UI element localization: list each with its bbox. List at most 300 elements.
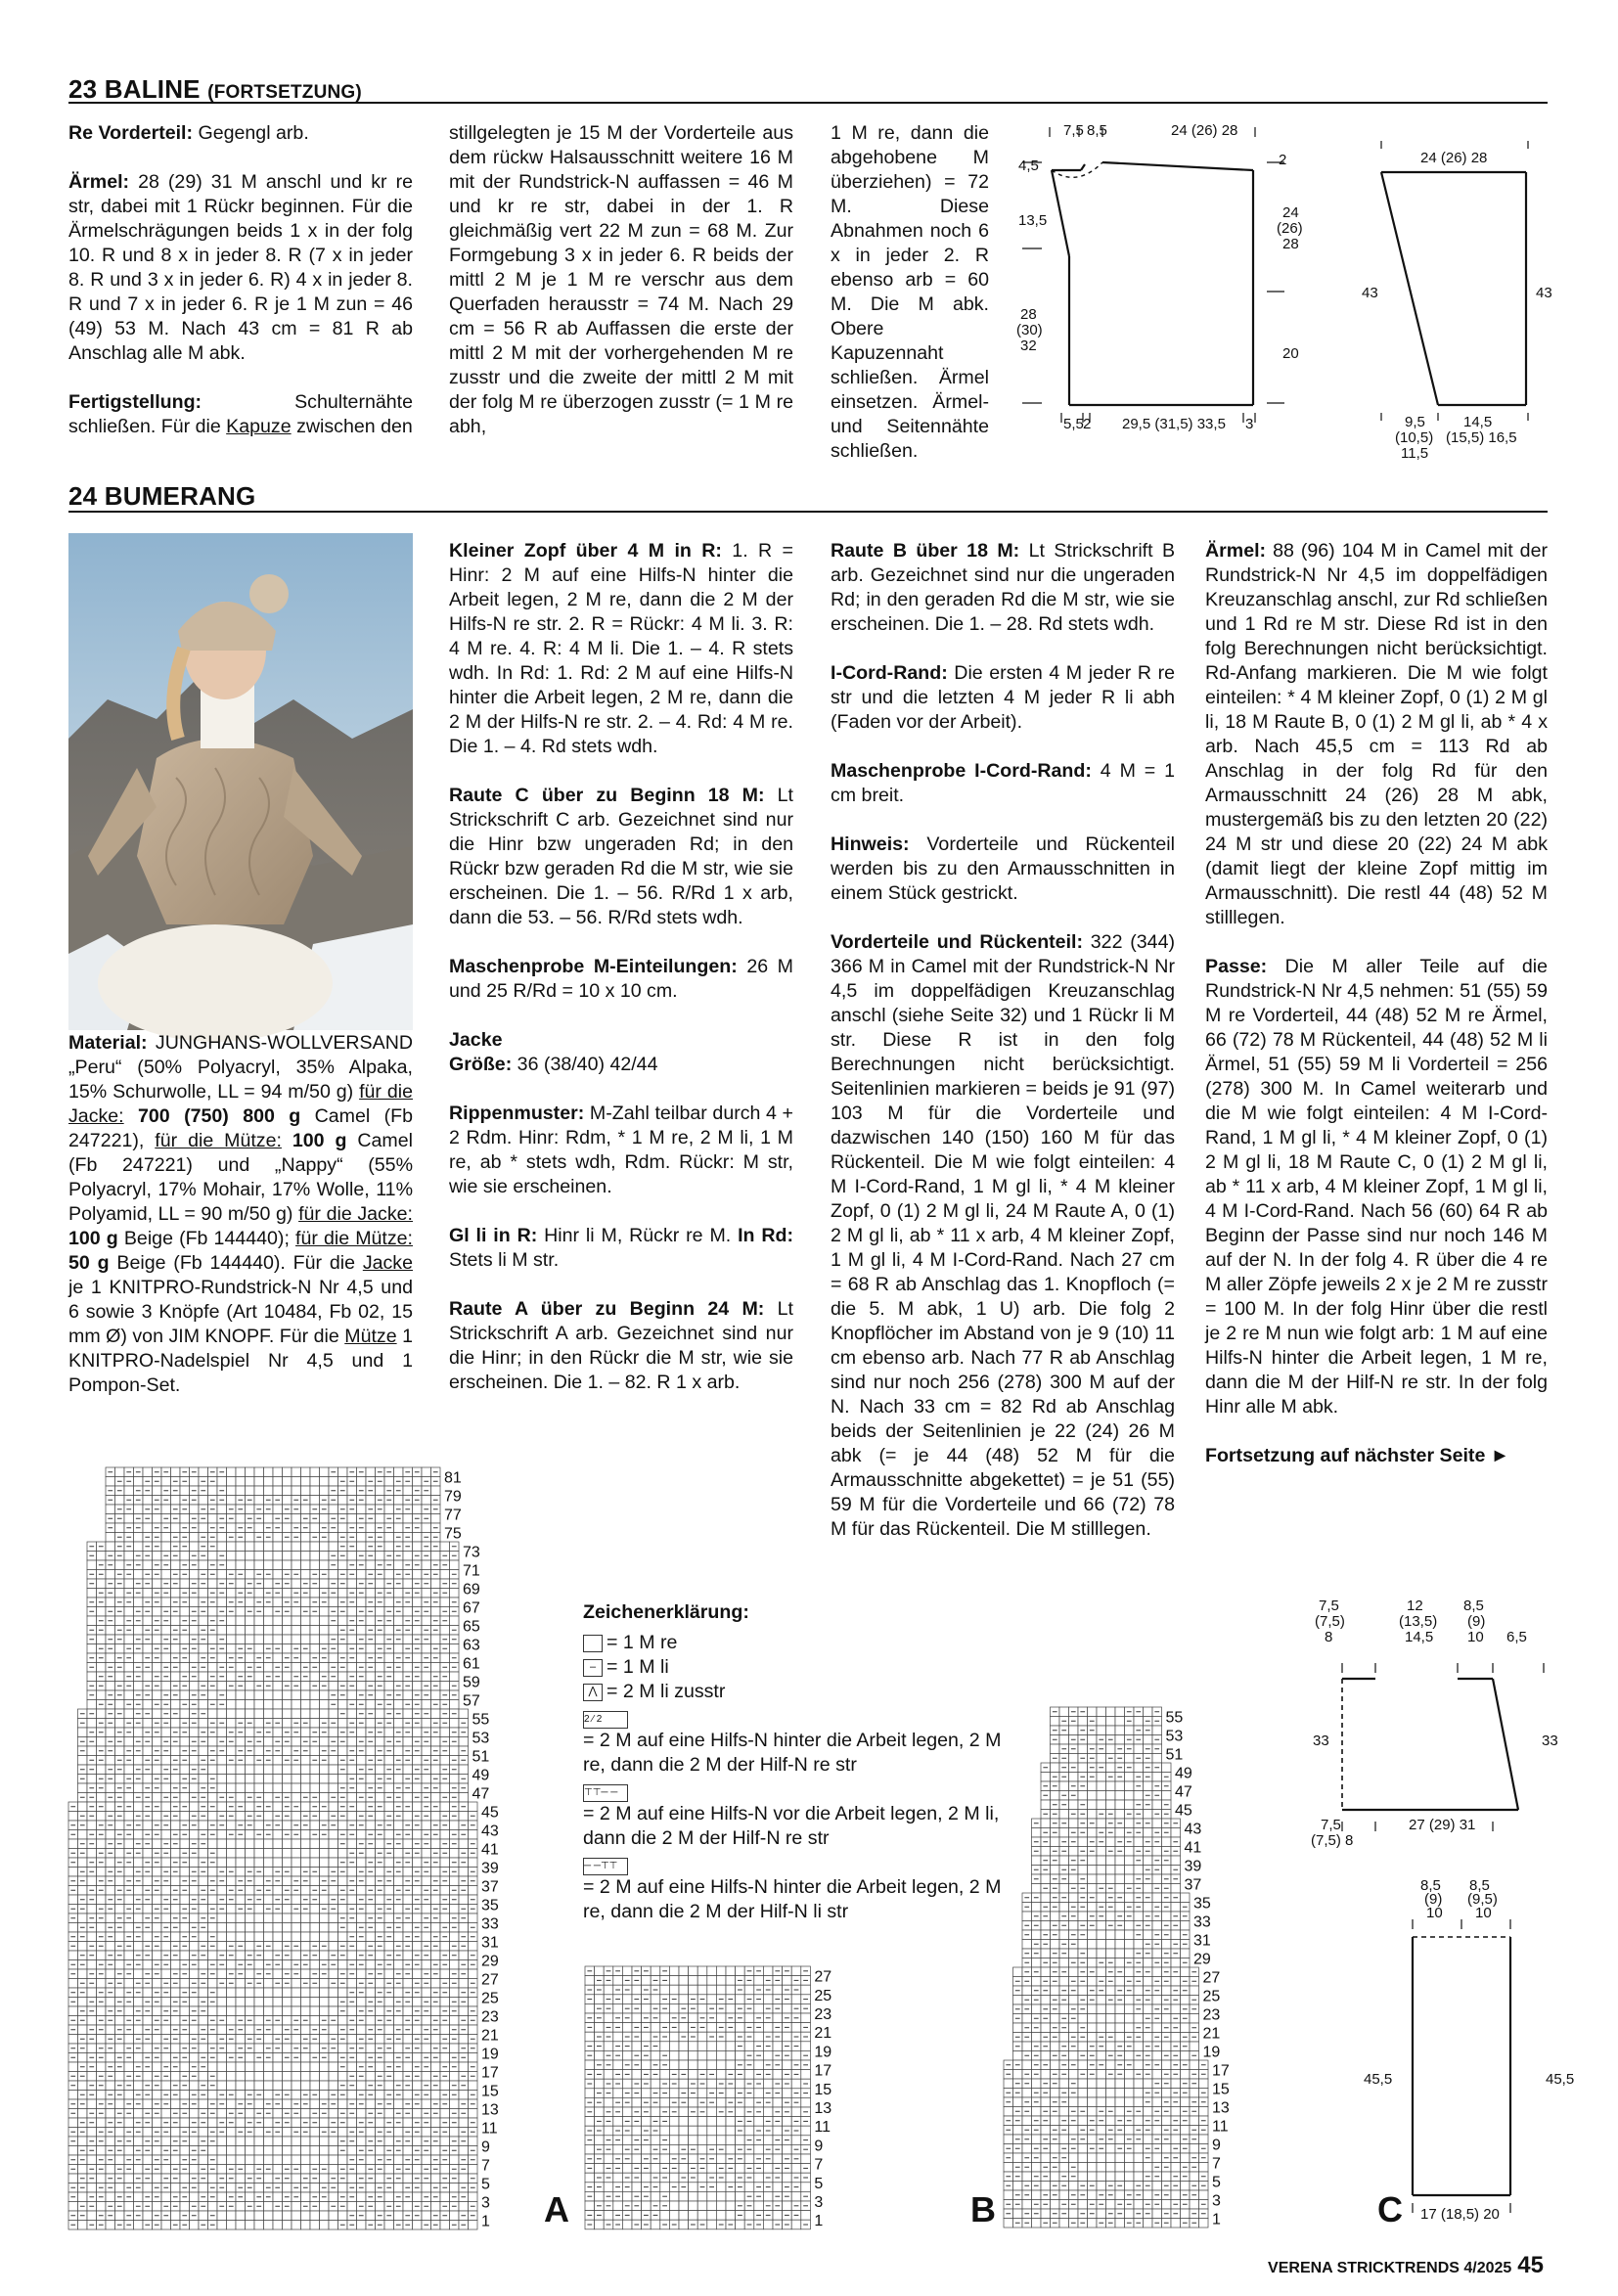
chart-cell	[68, 1951, 78, 1960]
chart-cell	[264, 1913, 274, 1923]
chart-cell	[254, 1913, 264, 1923]
chart-cell	[338, 1616, 348, 1626]
chart-cell	[310, 1626, 320, 1636]
chart-cell	[227, 1709, 237, 1719]
chart-cell	[153, 1663, 162, 1673]
chart-cell	[134, 1653, 144, 1663]
chart-cell	[413, 1626, 423, 1636]
dim-bottom-3: 29,5 (31,5) 33,5	[1122, 416, 1226, 432]
chart-cell	[329, 1709, 338, 1719]
chart-cell	[440, 1913, 450, 1923]
chart-cell	[246, 2006, 255, 2016]
row-number: 39	[481, 1860, 499, 1877]
chart-cell	[292, 1579, 301, 1589]
chart-cell	[329, 2081, 338, 2091]
chart-cell	[310, 1932, 320, 1942]
chart-cell	[227, 1719, 237, 1729]
legend-text-2: = 1 M li	[607, 1656, 669, 1678]
chart-cell	[68, 2035, 78, 2045]
chart-cell	[180, 2035, 190, 2045]
chart-cell	[273, 1635, 283, 1644]
chart-cell	[347, 1607, 357, 1617]
chart-cell	[264, 1849, 274, 1859]
material-block	[68, 1031, 413, 1422]
chart-cell	[292, 2072, 301, 2082]
dim-left-2: 13,5	[1018, 212, 1048, 229]
chart-cell	[310, 1988, 320, 1998]
chart-cell	[413, 1858, 423, 1868]
chart-cell	[384, 1913, 394, 1923]
chart-cell	[273, 1783, 283, 1793]
chart-cell	[254, 1719, 264, 1729]
chart-cell	[357, 1542, 367, 1552]
chart-cell	[422, 1560, 431, 1570]
chart-cell	[236, 2137, 246, 2146]
chart-cell	[236, 2062, 246, 2072]
chart-cell	[301, 1923, 311, 1933]
chart-cell	[310, 1616, 320, 1626]
chart-cell	[384, 1830, 394, 1840]
chart-cell	[283, 2016, 292, 2026]
chart-cell	[347, 1552, 357, 1561]
chart-cell	[171, 2072, 181, 2082]
chart-cell	[153, 2035, 162, 2045]
chart-cell	[254, 1552, 264, 1561]
chart-cell	[246, 1839, 255, 1849]
chart-cell	[106, 1830, 115, 1840]
chart-cell	[97, 1812, 107, 1822]
chart-cell	[413, 1533, 423, 1543]
chart-cell	[115, 1589, 125, 1598]
row-number: 55	[472, 1711, 490, 1729]
chart-cell	[357, 1830, 367, 1840]
chart-cell	[292, 1765, 301, 1775]
chart-cell	[115, 1746, 125, 1756]
chart-cell	[422, 1644, 431, 1654]
chart-cell	[440, 1942, 450, 1952]
chart-cell	[106, 1598, 115, 1607]
chart-cell	[236, 1913, 246, 1923]
chart-cell	[338, 1719, 348, 1729]
chart-cell	[329, 1653, 338, 1663]
chart-cell	[273, 1756, 283, 1766]
chart-cell	[264, 1979, 274, 1989]
chart-cell	[78, 2081, 88, 2091]
chart-cell	[320, 2081, 330, 2091]
chart-cell	[208, 1765, 218, 1775]
chart-cell	[329, 1988, 338, 1998]
chart-cell	[273, 1616, 283, 1626]
chart-cell	[310, 2128, 320, 2138]
chart-cell	[264, 1607, 274, 1617]
chart-cell	[310, 1542, 320, 1552]
chart-cell	[68, 1812, 78, 1822]
chart-cell	[320, 1486, 330, 1496]
chart-cell	[283, 2044, 292, 2053]
chart-cell	[217, 1505, 227, 1514]
chart-cell	[227, 2081, 237, 2091]
chart-cell	[310, 2062, 320, 2072]
chart-cell	[199, 1560, 208, 1570]
legend-text-5: = 2 M auf eine Hilfs-N vor die Arbeit legen, 2 M li, dann die 2 M der Hilf-N re str	[583, 1803, 1000, 1849]
chart-cell	[310, 1709, 320, 1719]
dim-right-5: 20	[1282, 345, 1299, 362]
chart-cell	[227, 1644, 237, 1654]
chart-cell	[217, 1709, 227, 1719]
chart-cell	[384, 1682, 394, 1691]
chart-cell	[208, 1579, 218, 1589]
chart-cell	[283, 2137, 292, 2146]
chart-cell	[422, 1700, 431, 1710]
chart-cell	[227, 1765, 237, 1775]
chart-cell	[283, 1690, 292, 1700]
text-raute-a: Lt Strickschrift A arb. Gezeichnet sind nur die Hinr; in den Rückr die M str, wie sie erscheinen. Die 1. – 82. R 1 x arb.	[449, 1298, 793, 1393]
chart-cell	[217, 1477, 227, 1487]
chart-cell	[357, 1802, 367, 1812]
chart-cell	[106, 1783, 115, 1793]
chart-cell	[422, 1876, 431, 1886]
chart-cell	[413, 1783, 423, 1793]
chart-cell	[283, 1932, 292, 1942]
chart-cell	[329, 1830, 338, 1840]
chart-cell	[329, 2109, 338, 2119]
chart-cell	[283, 1700, 292, 1710]
chart-cell	[329, 1932, 338, 1942]
sleeve-dim-left: 43	[1362, 285, 1378, 301]
chart-cell	[431, 1579, 441, 1589]
chart-cell	[97, 1839, 107, 1849]
chart-cell	[124, 2091, 134, 2100]
chart-cell	[78, 2109, 88, 2119]
chart-cell	[366, 1719, 376, 1729]
chart-cell	[366, 1988, 376, 1998]
chart-cell	[422, 1467, 431, 1477]
chart-cell	[199, 1700, 208, 1710]
chart-cell	[329, 1598, 338, 1607]
cable-left-purl-symbol-icon: ⊤⊤─ ─	[583, 1784, 628, 1802]
chart-cell	[310, 1998, 320, 2007]
chart-cell	[236, 1988, 246, 1998]
chart-cell	[301, 2053, 311, 2063]
chart-cell	[227, 1746, 237, 1756]
chart-cell	[264, 1616, 274, 1626]
chart-cell	[236, 2081, 246, 2091]
chart-cell	[87, 1876, 97, 1886]
chart-cell	[254, 2128, 264, 2138]
material-label: Material:	[68, 1032, 148, 1054]
row-number: 45	[481, 1804, 499, 1822]
chart-cell	[310, 1765, 320, 1775]
chart-cell	[254, 1765, 264, 1775]
chart-cell	[273, 2006, 283, 2016]
chart-cell	[273, 1913, 283, 1923]
chart-cell	[283, 1552, 292, 1561]
chart-cell	[199, 1775, 208, 1784]
chart-cell	[310, 1858, 320, 1868]
chart-cell	[459, 1868, 469, 1877]
chart-cell	[301, 1969, 311, 1979]
chart-cell	[264, 2006, 274, 2016]
chart-cell	[273, 1486, 283, 1496]
chart-cell	[310, 2137, 320, 2146]
chart-cell	[246, 1626, 255, 1636]
chart-cell	[310, 2072, 320, 2082]
chart-cell	[246, 1969, 255, 1979]
label-aermel: Ärmel:	[68, 171, 130, 193]
chart-cell	[403, 2062, 413, 2072]
dim-left-4: (30)	[1016, 322, 1043, 338]
chart-cell	[403, 1812, 413, 1822]
chart-cell	[143, 1467, 153, 1477]
chart-cell	[236, 1775, 246, 1784]
chart-cell	[431, 2091, 441, 2100]
chart-cell	[431, 1690, 441, 1700]
chart-cell	[376, 2006, 385, 2016]
chart-cell	[97, 1923, 107, 1933]
chart-cell	[273, 1775, 283, 1784]
dim-right-2: 24	[1282, 204, 1299, 221]
chart-cell	[440, 2109, 450, 2119]
chart-cell	[153, 2091, 162, 2100]
chart-cell	[180, 1486, 190, 1496]
chart-cell	[161, 1598, 171, 1607]
chart-cell	[254, 1839, 264, 1849]
chart-cell	[180, 1979, 190, 1989]
chart-cell	[180, 1737, 190, 1747]
chart-cell	[87, 2099, 97, 2109]
chart-cell	[431, 1793, 441, 1803]
chart-cell	[143, 1849, 153, 1859]
chart-cell	[236, 1765, 246, 1775]
chart-cell	[273, 2072, 283, 2082]
chart-cell	[236, 1932, 246, 1942]
chart-cell	[376, 2062, 385, 2072]
section-24-col4	[1205, 539, 1548, 1493]
chart-cell	[301, 1858, 311, 1868]
knit-symbol-icon	[583, 1635, 603, 1652]
chart-cell	[450, 1849, 460, 1859]
chart-cell	[171, 1496, 181, 1506]
chart-cell	[236, 1998, 246, 2007]
chart-cell	[254, 1849, 264, 1859]
chart-cell	[190, 1477, 200, 1487]
chart-cell	[431, 1839, 441, 1849]
chart-cell	[143, 1496, 153, 1506]
chart-cell	[357, 1570, 367, 1580]
chart-cell	[124, 1486, 134, 1496]
chart-cell	[124, 1607, 134, 1617]
chart-cell	[384, 1783, 394, 1793]
chart-cell	[301, 1783, 311, 1793]
chart-cell	[180, 1839, 190, 1849]
chart-cell	[440, 1998, 450, 2007]
chart-cell	[273, 1700, 283, 1710]
row-number: 59	[463, 1674, 480, 1691]
chart-cell	[246, 1942, 255, 1952]
chart-cell	[143, 1672, 153, 1682]
chart-cell	[106, 1969, 115, 1979]
chart-cell	[366, 1775, 376, 1784]
chart-cell	[357, 1858, 367, 1868]
chart-cell	[273, 1858, 283, 1868]
chart-cell	[292, 1839, 301, 1849]
chart-cell	[199, 1876, 208, 1886]
chart-cell	[422, 1849, 431, 1859]
chart-cell	[199, 2016, 208, 2026]
chart-cell	[320, 1542, 330, 1552]
chart-cell	[366, 1560, 376, 1570]
chart-cell	[87, 2016, 97, 2026]
chart-cell	[301, 1728, 311, 1737]
chart-cell	[106, 1626, 115, 1636]
chart-cell	[440, 2025, 450, 2035]
chart-cell	[134, 1728, 144, 1737]
chart-cell	[329, 1942, 338, 1952]
sleeve-dim-bottom-2: (10,5)	[1395, 429, 1434, 446]
chart-cell	[208, 2006, 218, 2016]
chart-cell	[310, 1821, 320, 1830]
chart-cell	[254, 2044, 264, 2053]
label-kleiner-zopf: Kleiner Zopf über 4 M in R:	[449, 540, 722, 562]
legend-title: Zeichenerklärung:	[583, 1601, 749, 1623]
chart-cell	[208, 1709, 218, 1719]
chart-cell	[106, 1858, 115, 1868]
chart-cell	[153, 1709, 162, 1719]
chart-cell	[431, 1635, 441, 1644]
chart-cell	[310, 1719, 320, 1729]
chart-cell	[161, 2081, 171, 2091]
chart-cell	[171, 1700, 181, 1710]
continue-link[interactable]: Fortsetzung auf nächster Seite ►	[1205, 1445, 1510, 1466]
chart-cell	[236, 1793, 246, 1803]
dim-bottom-2: 2	[1083, 416, 1092, 432]
chart-cell	[310, 1783, 320, 1793]
chart-cell	[320, 1616, 330, 1626]
chart-cell	[227, 1960, 237, 1970]
chart-cell	[310, 2006, 320, 2016]
chart-cell	[292, 2118, 301, 2128]
chart-cell	[338, 2016, 348, 2026]
legend-text-6: = 2 M auf eine Hilfs-N hinter die Arbeit legen, 2 M re, dann die 2 M der Hilf-N li str	[583, 1876, 1002, 1922]
chart-cell	[292, 1560, 301, 1570]
chart-cell	[161, 2109, 171, 2119]
section-23-col3-text: 1 M re, dann die abgehobene M überziehen) = 72 M. Diese Abnahmen noch 6 x in jeder 2. R ebenso arb = 60 M. Die M abk. Obere Kapuzennaht schließen. Ärmel einsetzen. Ärmel- und Seitennähte schließen.	[831, 122, 989, 462]
chart-cell	[115, 1496, 125, 1506]
chart-cell	[320, 1979, 330, 1989]
chart-cell	[320, 1775, 330, 1784]
chart-cell	[227, 2062, 237, 2072]
chart-cell	[97, 1607, 107, 1617]
chart-cell	[320, 2006, 330, 2016]
chart-cell	[180, 1951, 190, 1960]
chart-cell	[450, 1560, 460, 1570]
chart-cell	[161, 1682, 171, 1691]
chart-cell	[469, 1830, 478, 1840]
chart-cell	[450, 1905, 460, 1914]
chart-cell	[273, 1552, 283, 1561]
chart-cell	[87, 1988, 97, 1998]
text-maschenprobe: 26 M und 25 R/Rd = 10 x 10 cm.	[449, 956, 793, 1002]
chart-cell	[357, 1998, 367, 2007]
chart-cell	[329, 2062, 338, 2072]
chart-cell	[440, 1598, 450, 1607]
chart-cell	[236, 1923, 246, 1933]
chart-cell	[347, 1514, 357, 1524]
chart-cell	[384, 1653, 394, 1663]
text-kapuze: Kapuze	[226, 416, 292, 437]
section-23-name: 23 BALINE	[68, 74, 201, 104]
chart-cell	[161, 1913, 171, 1923]
chart-cell	[357, 2109, 367, 2119]
chart-cell	[394, 1988, 404, 1998]
chart-cell	[171, 1672, 181, 1682]
chart-cell	[124, 1663, 134, 1673]
chart-cell	[199, 1849, 208, 1859]
chart-cell	[450, 2099, 460, 2109]
chart-cell	[329, 1505, 338, 1514]
label-hinweis: Hinweis:	[831, 833, 910, 855]
chart-cell	[78, 1728, 88, 1737]
chart-cell	[190, 1913, 200, 1923]
chart-cell	[246, 1682, 255, 1691]
chart-cell	[338, 1467, 348, 1477]
chart-cell	[227, 1560, 237, 1570]
chart-cell	[236, 1477, 246, 1487]
text-fertigstellung: Schulternähte schließen. Für die	[68, 391, 413, 437]
chart-cell	[338, 1905, 348, 1914]
chart-cell	[450, 1988, 460, 1998]
chart-cell	[273, 1923, 283, 1933]
chart-cell	[115, 1467, 125, 1477]
chart-cell	[246, 1998, 255, 2007]
chart-cell	[236, 2118, 246, 2128]
text-gl-rd: Stets li M str.	[449, 1249, 560, 1271]
chart-cell	[254, 1635, 264, 1644]
chart-cell	[264, 1663, 274, 1673]
label-raute-a: Raute A über zu Beginn 24 M:	[449, 1298, 765, 1320]
dim-bottom-1: 5,5	[1063, 416, 1084, 432]
legend-text-4: = 2 M auf eine Hilfs-N hinter die Arbeit legen, 2 M re, dann die 2 M der Hilf-N re str	[583, 1730, 1002, 1776]
chart-cell	[394, 1700, 404, 1710]
chart-cell	[227, 2006, 237, 2016]
chart-cell	[440, 1542, 450, 1552]
label-jacke: Jacke	[449, 1029, 503, 1051]
dim-left-3: 28	[1020, 306, 1037, 323]
chart-cell	[115, 1523, 125, 1533]
chart-cell	[134, 2109, 144, 2119]
chart-cell	[394, 1496, 404, 1506]
chart-cell	[310, 1635, 320, 1644]
chart-cell	[310, 1876, 320, 1886]
chart-cell	[217, 1839, 227, 1849]
chart-cell	[115, 1905, 125, 1914]
chart-cell	[199, 1821, 208, 1830]
chart-cell	[143, 1746, 153, 1756]
chart-cell	[124, 2118, 134, 2128]
row-number: 43	[481, 1823, 499, 1840]
chart-cell	[115, 2044, 125, 2053]
chart-cell	[208, 1690, 218, 1700]
chart-cell	[338, 1988, 348, 1998]
chart-cell	[208, 1663, 218, 1673]
chart-cell	[124, 1690, 134, 1700]
chart-cell	[246, 2053, 255, 2063]
chart-cell	[320, 1709, 330, 1719]
chart-cell	[115, 1960, 125, 1970]
chart-cell	[217, 1886, 227, 1896]
chart-cell	[264, 1998, 274, 2007]
chart-cell	[171, 1616, 181, 1626]
